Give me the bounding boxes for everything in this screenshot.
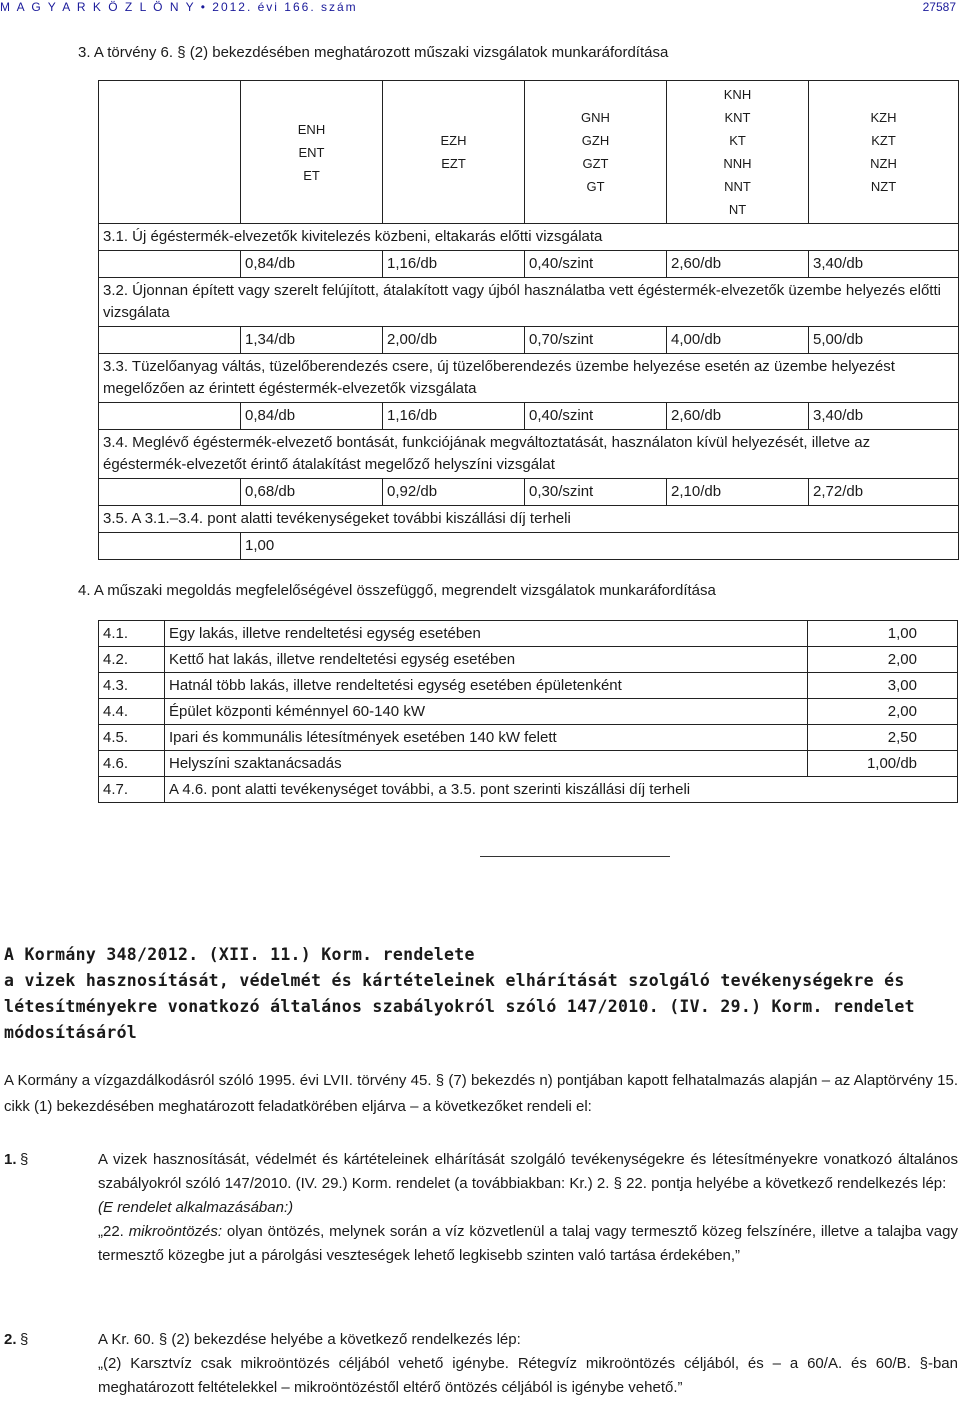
- paragraph-2: [4, 1328, 958, 1402]
- table-row: [99, 479, 959, 506]
- table-row: 4.3. Hatnál több lakás, illetve rendeltetési egység esetében épületenként 3,00: [99, 673, 958, 699]
- row-value: 3,40/db: [809, 251, 959, 278]
- row-value: 0,40/szint: [525, 403, 667, 430]
- section-sign: §: [20, 1331, 29, 1348]
- code-group-g: GNH GZH GZT GT: [525, 81, 667, 224]
- table-row: 4.2. Kettő hat lakás, illetve rendeltetési egység esetében 2,00: [99, 647, 958, 673]
- row-value: 3,40/db: [809, 403, 959, 430]
- table-row: [99, 327, 959, 354]
- row-description: 3.3. Tüzelőanyag váltás, tüzelőberendezés csere, új tüzelőberendezés üzembe helyezése esetén az üzembe helyezést megelőzően az érintett égéstermék-elvezetők vizsgálata: [99, 354, 959, 403]
- paragraph-quote: „22. mikroöntözés: olyan öntözés, melynek során a víz közvetlenül a talaj vagy termesztő közeg felszínére, illetve a talajba vagy termesztő közegbe jut a párolgási veszteségek lehető legkisebb szinten való tartása érdekében,”: [98, 1223, 958, 1264]
- table-row: [99, 354, 959, 403]
- paragraph-italic: (E rendelet alkalmazásában:): [98, 1199, 294, 1216]
- row-value: 2,00/db: [383, 327, 525, 354]
- row-value: 2,60/db: [667, 403, 809, 430]
- decree-title-line: létesítményekre vonatkozó általános szabályokról szóló 147/2010. (IV. 29.) Korm. rendelet: [4, 997, 915, 1016]
- table-row: 4.1. Egy lakás, illetve rendeltetési egység esetében 1,00: [99, 621, 958, 647]
- paragraph-text: A Kr. 60. § (2) bekezdése helyébe a következő rendelkezés lép:: [98, 1331, 521, 1348]
- row-value: 1,34/db: [241, 327, 383, 354]
- row-description: 3.1. Új égéstermék-elvezetők kivitelezés közbeni, eltakarás előtti vizsgálata: [99, 224, 959, 251]
- code-group-k: KNH KNT KT NNH NNT NT: [667, 81, 809, 224]
- row-value: 2,10/db: [667, 479, 809, 506]
- page-number: 27587: [922, 0, 956, 14]
- row-value: 0,68/db: [241, 479, 383, 506]
- row-value: 1,16/db: [383, 403, 525, 430]
- separator-line: [480, 856, 670, 857]
- decree-title-line: a vizek hasznosítását, védelmét és kártételeinek elhárítását szolgáló tevékenységekre és: [4, 971, 905, 990]
- code-group-e: ENH ENT ET: [241, 81, 383, 224]
- row-description: 3.4. Meglévő égéstermék-elvezető bontását, funkciójának megváltoztatását, használaton kívül helyezését, illetve az égéstermék-elvezetőt érintő átalakítást megelőző helyszíni vizsgálat: [99, 430, 959, 479]
- row-value: 0,84/db: [241, 251, 383, 278]
- table-row: [99, 403, 959, 430]
- table-row: 4.7. A 4.6. pont alatti tevékenységet további, a 3.5. pont szerinti kiszállási díj terheli: [99, 777, 958, 803]
- row-description: 3.2. Újonnan épített vagy szerelt felújított, átalakított vagy újból használatba vett égéstermék-elvezetők üzembe helyezés előtti vizsgálata: [99, 278, 959, 327]
- row-value: 5,00/db: [809, 327, 959, 354]
- table-row: [99, 251, 959, 278]
- row-value: 0,30/szint: [525, 479, 667, 506]
- decree-title-line: A Kormány 348/2012. (XII. 11.) Korm. rendelete: [4, 945, 475, 964]
- table-row: 4.6. Helyszíni szaktanácsadás 1,00/db: [99, 751, 958, 777]
- row-value: 0,70/szint: [525, 327, 667, 354]
- decree-title-line: módosításáról: [4, 1023, 138, 1042]
- decree-title: [4, 942, 954, 1046]
- table-row: 4.5. Ipari és kommunális létesítmények esetében 140 kW felett 2,50: [99, 725, 958, 751]
- table-row: [99, 278, 959, 327]
- paragraph-number: 2.: [4, 1331, 17, 1348]
- row-value: 1,16/db: [383, 251, 525, 278]
- journal-header: M A G Y A R K Ö Z L Ö N Y • 2012. évi 166. szám: [0, 0, 358, 14]
- code-group-ez: EZH EZT: [383, 81, 525, 224]
- row-value: 4,00/db: [667, 327, 809, 354]
- row-value: 1,00: [241, 533, 959, 560]
- paragraph-quote: „(2) Karsztvíz csak mikroöntözés céljából vehető igénybe. Rétegvíz mikroöntözés céljából, és – a 60/A. és 60/B. §-ban meghatározott feltételekkel – mikroöntözéstől eltérő öntözés céljából is igénybe vehető.”: [98, 1355, 958, 1396]
- row-value: 0,40/szint: [525, 251, 667, 278]
- section-sign: §: [20, 1151, 29, 1168]
- row-value: 0,92/db: [383, 479, 525, 506]
- row-value: 2,72/db: [809, 479, 959, 506]
- paragraph-number: 1.: [4, 1151, 17, 1168]
- row-value: 0,84/db: [241, 403, 383, 430]
- paragraph-text: A vizek hasznosítását, védelmét és kártételeinek elhárítását szolgáló tevékenységekre és létesítményekre vonatkozó általános szabályokról szóló 147/2010. (IV. 29.) Korm. rendelet (a továbbiakban: Kr.) 2. § 22. pontja helyébe a következő rendelkezés lép:: [98, 1151, 958, 1192]
- section-3-table: [98, 80, 959, 560]
- table-row: 4.4. Épület központi kéménnyel 60-140 kW 2,00: [99, 699, 958, 725]
- code-group-kz: KZH KZT NZH NZT: [809, 81, 959, 224]
- section-3-title: 3. A törvény 6. § (2) bekezdésében meghatározott műszaki vizsgálatok munkaráfordítása: [78, 44, 669, 61]
- table-row: [99, 224, 959, 251]
- code-header-row: [99, 81, 959, 224]
- decree-intro: A Kormány a vízgazdálkodásról szóló 1995. évi LVII. törvény 45. § (7) bekezdés n) pontjában kapott felhatalmazás alapján – az Alaptörvény 15. cikk (1) bekezdésében meghatározott feladatkörében eljárva – a következőket rendeli el:: [4, 1072, 958, 1115]
- table-row: [99, 506, 959, 533]
- paragraph-1: [4, 1148, 958, 1308]
- row-value: 2,60/db: [667, 251, 809, 278]
- table-row: [99, 533, 959, 560]
- row-description: 3.5. A 3.1.–3.4. pont alatti tevékenységeket további kiszállási díj terheli: [99, 506, 959, 533]
- table-row: [99, 430, 959, 479]
- section-4-title: 4. A műszaki megoldás megfelelőségével összefüggő, megrendelt vizsgálatok munkaráfordítása: [78, 582, 716, 599]
- section-4-table: [98, 620, 958, 803]
